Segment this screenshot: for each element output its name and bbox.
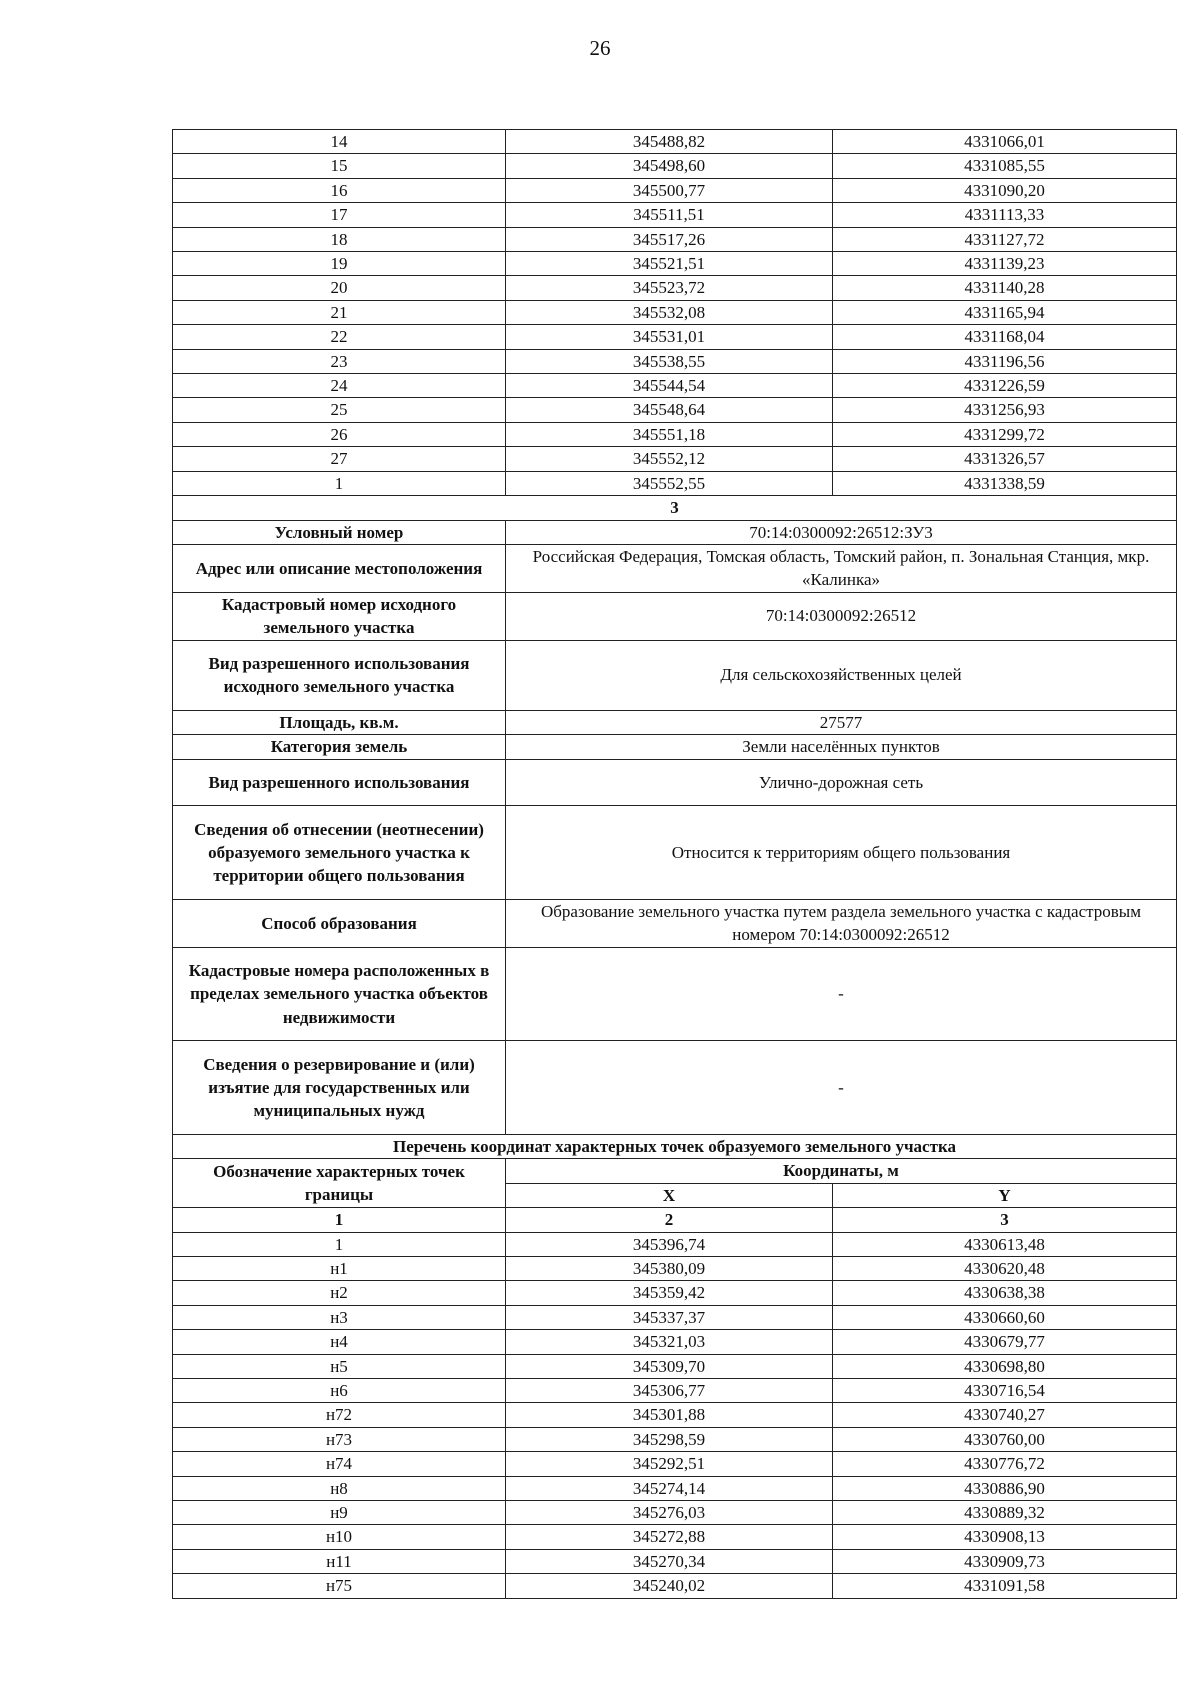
- coordinate-row: [173, 325, 1177, 349]
- y-coordinate: 4331226,59: [833, 374, 1177, 398]
- point-id: н2: [173, 1281, 506, 1305]
- coordinate-row: [173, 471, 1177, 495]
- coordinate-row: [173, 252, 1177, 276]
- x-coordinate: 345521,51: [506, 252, 833, 276]
- y-coordinate: 4331140,28: [833, 276, 1177, 300]
- y-coordinate: 4330620,48: [833, 1256, 1177, 1280]
- point-id: 16: [173, 178, 506, 202]
- y-coordinate: 4330716,54: [833, 1378, 1177, 1402]
- x-coordinate: 345511,51: [506, 203, 833, 227]
- x-coordinate: 345292,51: [506, 1452, 833, 1476]
- coordinate-row: [173, 1427, 1177, 1451]
- x-coordinate: 345548,64: [506, 398, 833, 422]
- point-id: н75: [173, 1574, 506, 1598]
- section-number-row: [173, 496, 1177, 520]
- coordinate-row: [173, 1256, 1177, 1280]
- coordinate-row: [173, 1281, 1177, 1305]
- y-coordinate: 4330698,80: [833, 1354, 1177, 1378]
- field-label: Кадастровый номер исходного земельного участка: [173, 592, 506, 640]
- plot-fields-body: [173, 520, 1177, 1134]
- x-coordinate: 345276,03: [506, 1501, 833, 1525]
- x-coordinate: 345396,74: [506, 1232, 833, 1256]
- field-label: Способ образования: [173, 899, 506, 947]
- x-coordinate: 345306,77: [506, 1378, 833, 1402]
- point-id: 15: [173, 154, 506, 178]
- x-coordinate: 345523,72: [506, 276, 833, 300]
- coords-title: Перечень координат характерных точек образуемого земельного участка: [173, 1134, 1177, 1158]
- coordinate-row: [173, 1330, 1177, 1354]
- point-id: н4: [173, 1330, 506, 1354]
- y-coordinate: 4331127,72: [833, 227, 1177, 251]
- point-id: 17: [173, 203, 506, 227]
- point-label-header: Обозначение характерных точек границы: [173, 1159, 506, 1208]
- column-number-row: [173, 1208, 1177, 1232]
- coordinate-row: [173, 178, 1177, 202]
- y-coordinate: 4331196,56: [833, 349, 1177, 373]
- point-id: н5: [173, 1354, 506, 1378]
- point-id: 27: [173, 447, 506, 471]
- point-id: 20: [173, 276, 506, 300]
- x-coordinate: 345544,54: [506, 374, 833, 398]
- y-coordinate: 4330613,48: [833, 1232, 1177, 1256]
- coords-header-row-1: [173, 1159, 1177, 1183]
- coordinate-row: [173, 227, 1177, 251]
- point-id: н6: [173, 1378, 506, 1402]
- field-value: Образование земельного участка путем раздела земельного участка с кадастровым номером 70:14:0300092:26512: [506, 899, 1177, 947]
- field-label: Кадастровые номера расположенных в пределах земельного участка объектов недвижимости: [173, 947, 506, 1041]
- coordinate-row: [173, 1305, 1177, 1329]
- coordinate-row: [173, 1525, 1177, 1549]
- x-coordinate: 345552,12: [506, 447, 833, 471]
- point-id: 1: [173, 1232, 506, 1256]
- y-coordinate: 4331299,72: [833, 422, 1177, 446]
- point-id: н73: [173, 1427, 506, 1451]
- coords-title-row: [173, 1134, 1177, 1158]
- field-value: -: [506, 947, 1177, 1041]
- y-coordinate: 4330908,13: [833, 1525, 1177, 1549]
- x-coordinate: 345500,77: [506, 178, 833, 202]
- coordinate-row: [173, 1574, 1177, 1598]
- point-id: 19: [173, 252, 506, 276]
- field-label: Адрес или описание местоположения: [173, 544, 506, 592]
- point-id: 25: [173, 398, 506, 422]
- y-coordinate: 4330776,72: [833, 1452, 1177, 1476]
- y-coordinate: 4330740,27: [833, 1403, 1177, 1427]
- field-row: [173, 640, 1177, 710]
- field-label: Категория земель: [173, 735, 506, 759]
- coordinate-row: [173, 1452, 1177, 1476]
- x-coordinate: 345538,55: [506, 349, 833, 373]
- point-id: 26: [173, 422, 506, 446]
- y-coordinate: 4331066,01: [833, 130, 1177, 154]
- column-number: 2: [506, 1208, 833, 1232]
- coordinate-row: [173, 349, 1177, 373]
- point-id: 1: [173, 471, 506, 495]
- point-id: н74: [173, 1452, 506, 1476]
- point-id: н8: [173, 1476, 506, 1500]
- x-coordinate: 345380,09: [506, 1256, 833, 1280]
- y-coordinate: 4331256,93: [833, 398, 1177, 422]
- coordinate-row: [173, 1403, 1177, 1427]
- point-id: н10: [173, 1525, 506, 1549]
- point-id: 14: [173, 130, 506, 154]
- bottom-coordinates-body: [173, 1232, 1177, 1598]
- y-coordinate: 4331326,57: [833, 447, 1177, 471]
- x-coordinate: 345488,82: [506, 130, 833, 154]
- coordinate-row: [173, 1354, 1177, 1378]
- x-coordinate: 345337,37: [506, 1305, 833, 1329]
- point-id: 18: [173, 227, 506, 251]
- point-id: н3: [173, 1305, 506, 1329]
- field-label: Условный номер: [173, 520, 506, 544]
- field-row: [173, 1041, 1177, 1135]
- column-number: 3: [833, 1208, 1177, 1232]
- point-id: н9: [173, 1501, 506, 1525]
- x-coordinate: 345270,34: [506, 1549, 833, 1573]
- coordinate-row: [173, 154, 1177, 178]
- y-coordinate: 4330889,32: [833, 1501, 1177, 1525]
- point-id: 23: [173, 349, 506, 373]
- field-label: Сведения об отнесении (неотнесении) образуемого земельного участка к территории общего пользования: [173, 806, 506, 900]
- y-label-header: Y: [833, 1183, 1177, 1207]
- y-coordinate: 4331113,33: [833, 203, 1177, 227]
- coords-header: [173, 1134, 1177, 1232]
- x-coordinate: 345274,14: [506, 1476, 833, 1500]
- x-coordinate: 345272,88: [506, 1525, 833, 1549]
- column-number: 1: [173, 1208, 506, 1232]
- x-coordinate: 345309,70: [506, 1354, 833, 1378]
- field-label: Сведения о резервирование и (или) изъятие для государственных или муниципальных нужд: [173, 1041, 506, 1135]
- x-coordinate: 345498,60: [506, 154, 833, 178]
- x-coordinate: 345359,42: [506, 1281, 833, 1305]
- field-row: [173, 899, 1177, 947]
- field-value: 70:14:0300092:26512: [506, 592, 1177, 640]
- land-plot-table: [172, 129, 1177, 1599]
- section-number: 3: [173, 496, 1177, 520]
- field-row: [173, 544, 1177, 592]
- y-coordinate: 4331090,20: [833, 178, 1177, 202]
- y-coordinate: 4331091,58: [833, 1574, 1177, 1598]
- top-coordinates-body: [173, 130, 1177, 496]
- x-coordinate: 345532,08: [506, 300, 833, 324]
- field-value: Относится к территориям общего пользования: [506, 806, 1177, 900]
- point-id: н1: [173, 1256, 506, 1280]
- y-coordinate: 4331338,59: [833, 471, 1177, 495]
- y-coordinate: 4330679,77: [833, 1330, 1177, 1354]
- field-value: Улично-дорожная сеть: [506, 759, 1177, 806]
- point-id: 24: [173, 374, 506, 398]
- x-coordinate: 345551,18: [506, 422, 833, 446]
- y-coordinate: 4330760,00: [833, 1427, 1177, 1451]
- y-coordinate: 4331085,55: [833, 154, 1177, 178]
- field-label: Вид разрешенного использования исходного земельного участка: [173, 640, 506, 710]
- field-value: -: [506, 1041, 1177, 1135]
- x-coordinate: 345531,01: [506, 325, 833, 349]
- coordinate-row: [173, 374, 1177, 398]
- x-coordinate: 345298,59: [506, 1427, 833, 1451]
- field-row: [173, 710, 1177, 734]
- y-coordinate: 4330886,90: [833, 1476, 1177, 1500]
- field-row: [173, 759, 1177, 806]
- y-coordinate: 4331139,23: [833, 252, 1177, 276]
- field-row: [173, 735, 1177, 759]
- coordinate-row: [173, 130, 1177, 154]
- field-value: Земли населённых пунктов: [506, 735, 1177, 759]
- point-id: н72: [173, 1403, 506, 1427]
- coordinate-row: [173, 1232, 1177, 1256]
- coordinate-row: [173, 203, 1177, 227]
- y-coordinate: 4331168,04: [833, 325, 1177, 349]
- section-header: [173, 496, 1177, 520]
- coordinate-row: [173, 300, 1177, 324]
- x-coordinate: 345517,26: [506, 227, 833, 251]
- x-coordinate: 345240,02: [506, 1574, 833, 1598]
- point-id: н11: [173, 1549, 506, 1573]
- field-row: [173, 520, 1177, 544]
- field-row: [173, 947, 1177, 1041]
- field-label: Площадь, кв.м.: [173, 710, 506, 734]
- x-coordinate: 345552,55: [506, 471, 833, 495]
- page-number: 26: [589, 36, 611, 60]
- coordinate-row: [173, 422, 1177, 446]
- point-id: 21: [173, 300, 506, 324]
- coordinate-row: [173, 276, 1177, 300]
- coordinate-row: [173, 1549, 1177, 1573]
- field-row: [173, 592, 1177, 640]
- y-coordinate: 4330660,60: [833, 1305, 1177, 1329]
- x-label-header: X: [506, 1183, 833, 1207]
- field-value: Для сельскохозяйственных целей: [506, 640, 1177, 710]
- y-coordinate: 4330909,73: [833, 1549, 1177, 1573]
- coordinate-row: [173, 1476, 1177, 1500]
- field-value: 70:14:0300092:26512:ЗУ3: [506, 520, 1177, 544]
- y-coordinate: 4330638,38: [833, 1281, 1177, 1305]
- field-row: [173, 806, 1177, 900]
- point-id: 22: [173, 325, 506, 349]
- coordinate-row: [173, 1501, 1177, 1525]
- x-coordinate: 345321,03: [506, 1330, 833, 1354]
- coordinate-row: [173, 398, 1177, 422]
- x-coordinate: 345301,88: [506, 1403, 833, 1427]
- coordinate-row: [173, 1378, 1177, 1402]
- field-label: Вид разрешенного использования: [173, 759, 506, 806]
- field-value: Российская Федерация, Томская область, Томский район, п. Зональная Станция, мкр. «Калинка»: [506, 544, 1177, 592]
- coords-label-header: Координаты, м: [506, 1159, 1177, 1183]
- y-coordinate: 4331165,94: [833, 300, 1177, 324]
- coordinate-row: [173, 447, 1177, 471]
- field-value: 27577: [506, 710, 1177, 734]
